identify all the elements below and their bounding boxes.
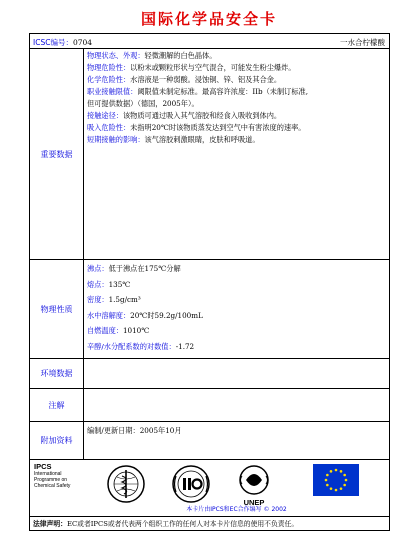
legal-notice [30, 516, 389, 530]
environment-label: 环境数据 [30, 359, 84, 388]
physical-property-key: 熔点： [87, 279, 109, 289]
physical-property-line [87, 339, 386, 355]
eu-star-icon [343, 474, 346, 477]
important-data-value: 水溶液是一种弱酸。浸蚀铜、锌、铝及其合金。 [130, 75, 282, 84]
physical-property-value: -1.72 [175, 341, 195, 351]
unep-emblem-icon [236, 462, 272, 498]
important-data-key: 吸入危险性： [87, 123, 131, 132]
important-data-key: 物理危险性： [87, 63, 131, 72]
extra-info-content: 编制/更新日期：2005年10月 [87, 426, 182, 435]
physical-property-value: 1.5g/cm³ [108, 295, 141, 304]
eu-star-icon [325, 479, 328, 482]
ipcs-logo-text: IPCS International Programme on Chemical Safety [34, 462, 71, 489]
chemical-name: 一水合柠檬酸 [340, 38, 385, 47]
important-data-line [87, 98, 386, 110]
physical-property-key: 密度： [87, 295, 109, 304]
eu-star-icon [343, 484, 346, 487]
important-data-value: 该气溶胶刺激眼睛，皮肤和呼吸道。 [144, 135, 260, 144]
eu-star-icon [340, 470, 343, 473]
important-data-row [30, 49, 389, 260]
eu-star-icon [326, 484, 329, 487]
important-data-key: 接触途径： [87, 111, 123, 120]
extra-info-row [30, 422, 389, 460]
eu-star-icon [330, 470, 333, 473]
important-data-key: 物理状态、外观： [87, 51, 145, 60]
physical-property-line [87, 261, 386, 277]
important-data-line [87, 134, 386, 146]
notes-label: 注解 [30, 389, 84, 421]
physical-property-key: 自燃温度： [87, 326, 123, 335]
important-data-line [87, 62, 386, 74]
important-data-line [87, 110, 386, 122]
ilo-emblem-icon [170, 464, 212, 504]
notes-content [84, 389, 389, 421]
icsc-value: 0704 [72, 38, 93, 47]
eu-star-icon [335, 489, 338, 492]
icsc-number [33, 37, 92, 48]
important-data-value: 该物质可通过吸入其气溶胶和经食入吸收到体内。 [122, 111, 282, 120]
important-data-key: 职业接触限值： [87, 87, 138, 96]
eu-star-icon [345, 479, 348, 482]
physical-property-value: 135℃ [108, 279, 131, 289]
important-data-key: 化学危险性： [87, 75, 131, 84]
important-data-value: 以粉末或颗粒形状与空气混合，可能发生粉尘爆炸。 [130, 63, 296, 72]
physical-property-value: 20℃时59.2g/100mL [130, 310, 203, 320]
important-data-line [87, 122, 386, 134]
physical-properties-label: 物理性质 [30, 260, 84, 358]
chemical-safety-card [29, 33, 390, 531]
eu-star-icon [340, 487, 343, 490]
physical-property-line [87, 277, 386, 293]
legal-text: EC或者IPCS或者代表两个组织工作的任何人对本卡片信息的使用不负责任。 [66, 520, 299, 528]
physical-property-value: 低于沸点在175℃分解 [108, 264, 181, 273]
important-data-line [87, 50, 386, 62]
important-data-value: 未指明20℃时该物质蒸发达到空气中有害浓度的速率。 [130, 123, 306, 132]
eu-star-icon [330, 487, 333, 490]
environment-content [84, 359, 389, 388]
extra-info-label: 附加资料 [30, 422, 84, 459]
eu-flag-icon [313, 464, 359, 496]
physical-property-line [87, 292, 386, 308]
important-data-value: 阈限值未制定标准。最高容许浓度：IIb（未制订标准, [137, 87, 309, 96]
credit-line: 本卡片由IPCS和EC合作编写 © 2002 [186, 506, 287, 513]
notes-row [30, 389, 389, 422]
eu-star-icon [326, 474, 329, 477]
important-data-key: 短期接触的影响： [87, 135, 145, 144]
physical-property-key: 辛醇/水分配系数的对数值： [87, 341, 176, 351]
important-data-value: 轻微潮解的白色晶体。 [144, 51, 217, 60]
physical-property-key: 水中溶解度： [87, 310, 131, 320]
unep-label: UNEP [243, 498, 265, 507]
card-title: 国际化学品安全卡 [140, 10, 277, 28]
icsc-label: ICSC编号： [33, 38, 73, 47]
id-row [30, 34, 389, 49]
physical-property-key: 沸点： [87, 264, 109, 273]
eu-star-icon [335, 469, 338, 472]
physical-properties-content [84, 260, 389, 358]
important-data-label: 重要数据 [30, 49, 84, 259]
important-data-line [87, 74, 386, 86]
physical-property-line [87, 308, 386, 324]
physical-property-line [87, 323, 386, 339]
physical-property-value: 1010℃ [122, 326, 150, 335]
environment-row [30, 359, 389, 389]
physical-properties-row [30, 260, 389, 359]
important-data-value: 但可提供数据）（德国，2005年）。 [87, 99, 199, 108]
legal-label: 法律声明： [33, 520, 67, 528]
important-data-content [84, 49, 389, 259]
who-emblem-icon [106, 464, 146, 504]
important-data-line [87, 86, 386, 98]
